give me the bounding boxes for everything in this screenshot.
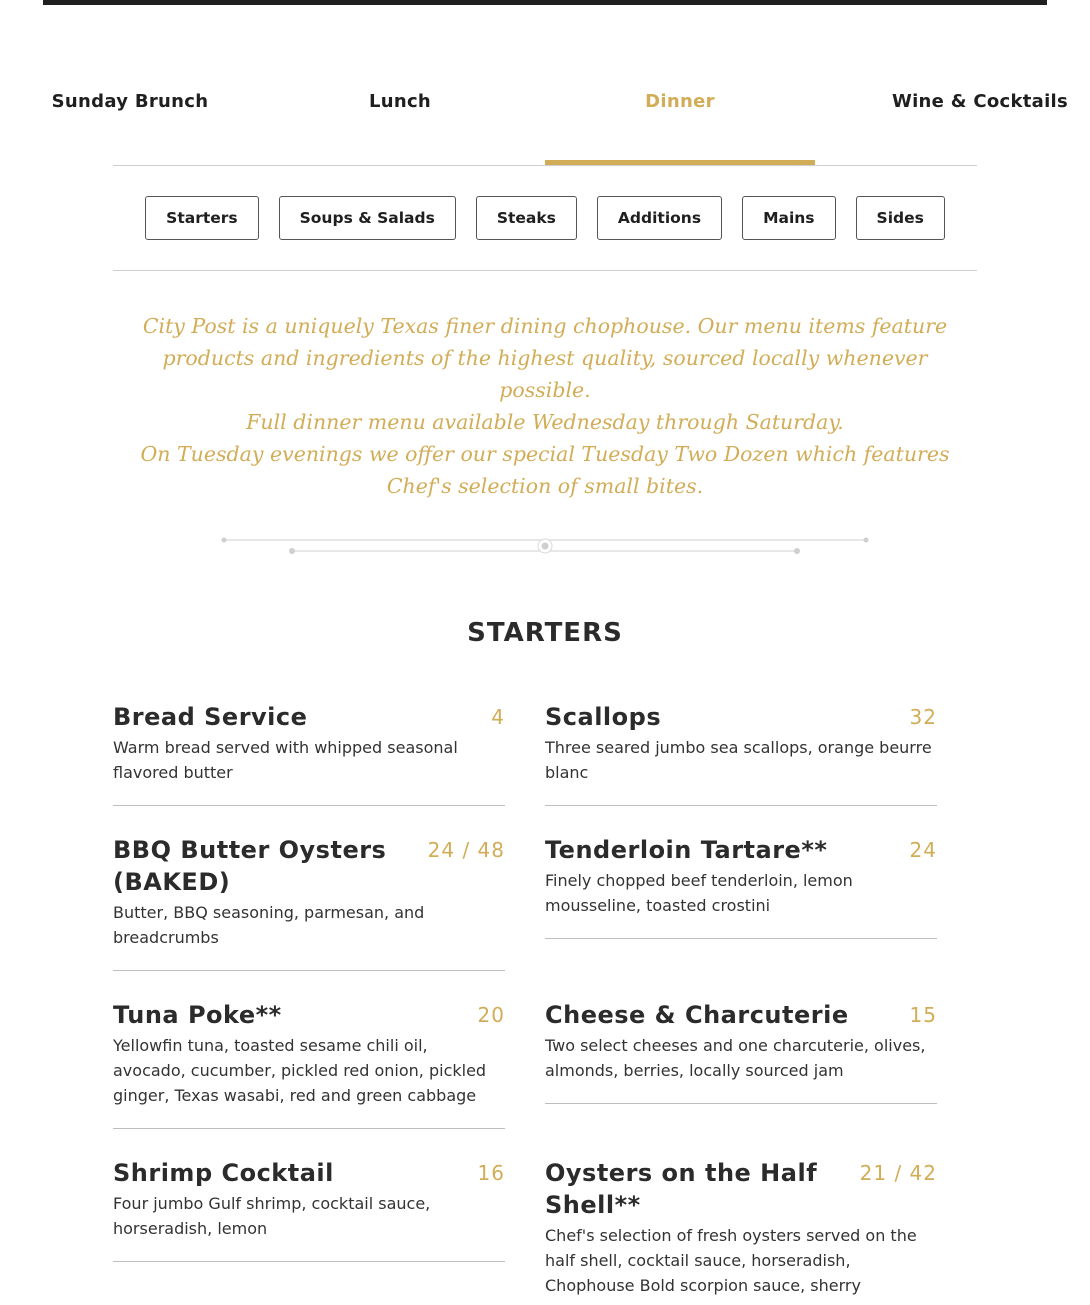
tab-lunch[interactable]: Lunch — [368, 91, 432, 112]
menu-item — [545, 834, 937, 918]
active-tab-indicator — [545, 160, 815, 165]
intro-line: On Tuesday evenings we offer our special Tuesday Two Dozen which features Chef's selection of small bites. — [140, 442, 950, 498]
menu-item — [113, 1157, 505, 1241]
item-price: 24 — [909, 838, 937, 862]
item-description: Four jumbo Gulf shrimp, cocktail sauce, horseradish, lemon — [113, 1194, 431, 1238]
menu-item — [113, 701, 505, 785]
item-price: 24 / 48 — [427, 838, 505, 862]
item-price: 20 — [477, 1003, 505, 1027]
tab-wine-cocktails[interactable]: Wine & Cocktails — [891, 91, 1069, 112]
item-name: Bread Service — [113, 703, 308, 731]
item-divider — [113, 1261, 505, 1262]
item-divider — [545, 1103, 937, 1104]
top-bar — [43, 0, 1047, 5]
item-name: BBQ Butter Oysters (BAKED) — [113, 836, 387, 896]
item-description: Butter, BBQ seasoning, parmesan, and breadcrumbs — [113, 903, 425, 947]
item-divider — [113, 1128, 505, 1129]
menu-item — [113, 999, 505, 1108]
item-divider — [113, 970, 505, 971]
item-name: Scallops — [545, 703, 662, 731]
section-title: STARTERS — [467, 618, 623, 648]
intro-line: Full dinner menu available Wednesday through Saturday. — [246, 410, 844, 434]
item-price: 15 — [909, 1003, 937, 1027]
item-price: 4 — [491, 705, 505, 729]
category-steaks-button[interactable]: Steaks — [476, 196, 577, 240]
item-divider — [113, 805, 505, 806]
category-sides-button[interactable]: Sides — [856, 196, 945, 240]
item-description: Yellowfin tuna, toasted sesame chili oil, avocado, cucumber, pickled red onion, pickled ginger, Texas wasabi, red and green cabbage — [113, 1036, 487, 1105]
item-price: 32 — [909, 705, 937, 729]
item-name: Tuna Poke** — [113, 1001, 282, 1029]
item-description: Warm bread served with whipped seasonal flavored butter — [113, 738, 458, 782]
tabs-divider — [113, 165, 977, 166]
category-starters-button[interactable]: Starters — [145, 196, 258, 240]
tab-sunday-brunch[interactable]: Sunday Brunch — [51, 91, 209, 112]
intro-line: City Post is a uniquely Texas finer dining chophouse. Our menu items feature products and ingredients of the highest quality, sourced locally whenever possible. — [142, 314, 948, 402]
tab-dinner[interactable]: Dinner — [645, 91, 715, 112]
menu-tabs — [0, 70, 1090, 166]
category-mains-button[interactable]: Mains — [742, 196, 835, 240]
category-additions-button[interactable]: Additions — [597, 196, 722, 240]
menu-intro — [120, 310, 970, 502]
item-divider — [545, 805, 937, 806]
menu-item — [545, 999, 937, 1083]
category-soups-salads-button[interactable]: Soups & Salads — [279, 196, 456, 240]
item-price: 16 — [477, 1161, 505, 1185]
item-divider — [545, 938, 937, 939]
ornament-divider — [215, 530, 875, 560]
item-price: 21 / 42 — [859, 1161, 937, 1185]
menu-item — [113, 834, 505, 950]
item-name: Tenderloin Tartare** — [545, 836, 828, 864]
menu-item — [545, 1157, 937, 1298]
item-description: Three seared jumbo sea scallops, orange beurre blanc — [545, 738, 932, 782]
category-tabs — [0, 196, 1090, 240]
menu-item — [545, 701, 937, 785]
item-description: Two select cheeses and one charcuterie, olives, almonds, berries, locally sourced jam — [545, 1036, 926, 1080]
item-name: Shrimp Cocktail — [113, 1159, 334, 1187]
item-name: Cheese & Charcuterie — [545, 1001, 849, 1029]
category-divider — [113, 270, 977, 271]
item-description: Finely chopped beef tenderloin, lemon mousseline, toasted crostini — [545, 871, 853, 915]
item-description: Chef's selection of fresh oysters served on the half shell, cocktail sauce, horseradish, Chophouse Bold scorpion sauce, sherry — [545, 1226, 917, 1295]
item-name: Oysters on the Half Shell** — [545, 1159, 818, 1219]
